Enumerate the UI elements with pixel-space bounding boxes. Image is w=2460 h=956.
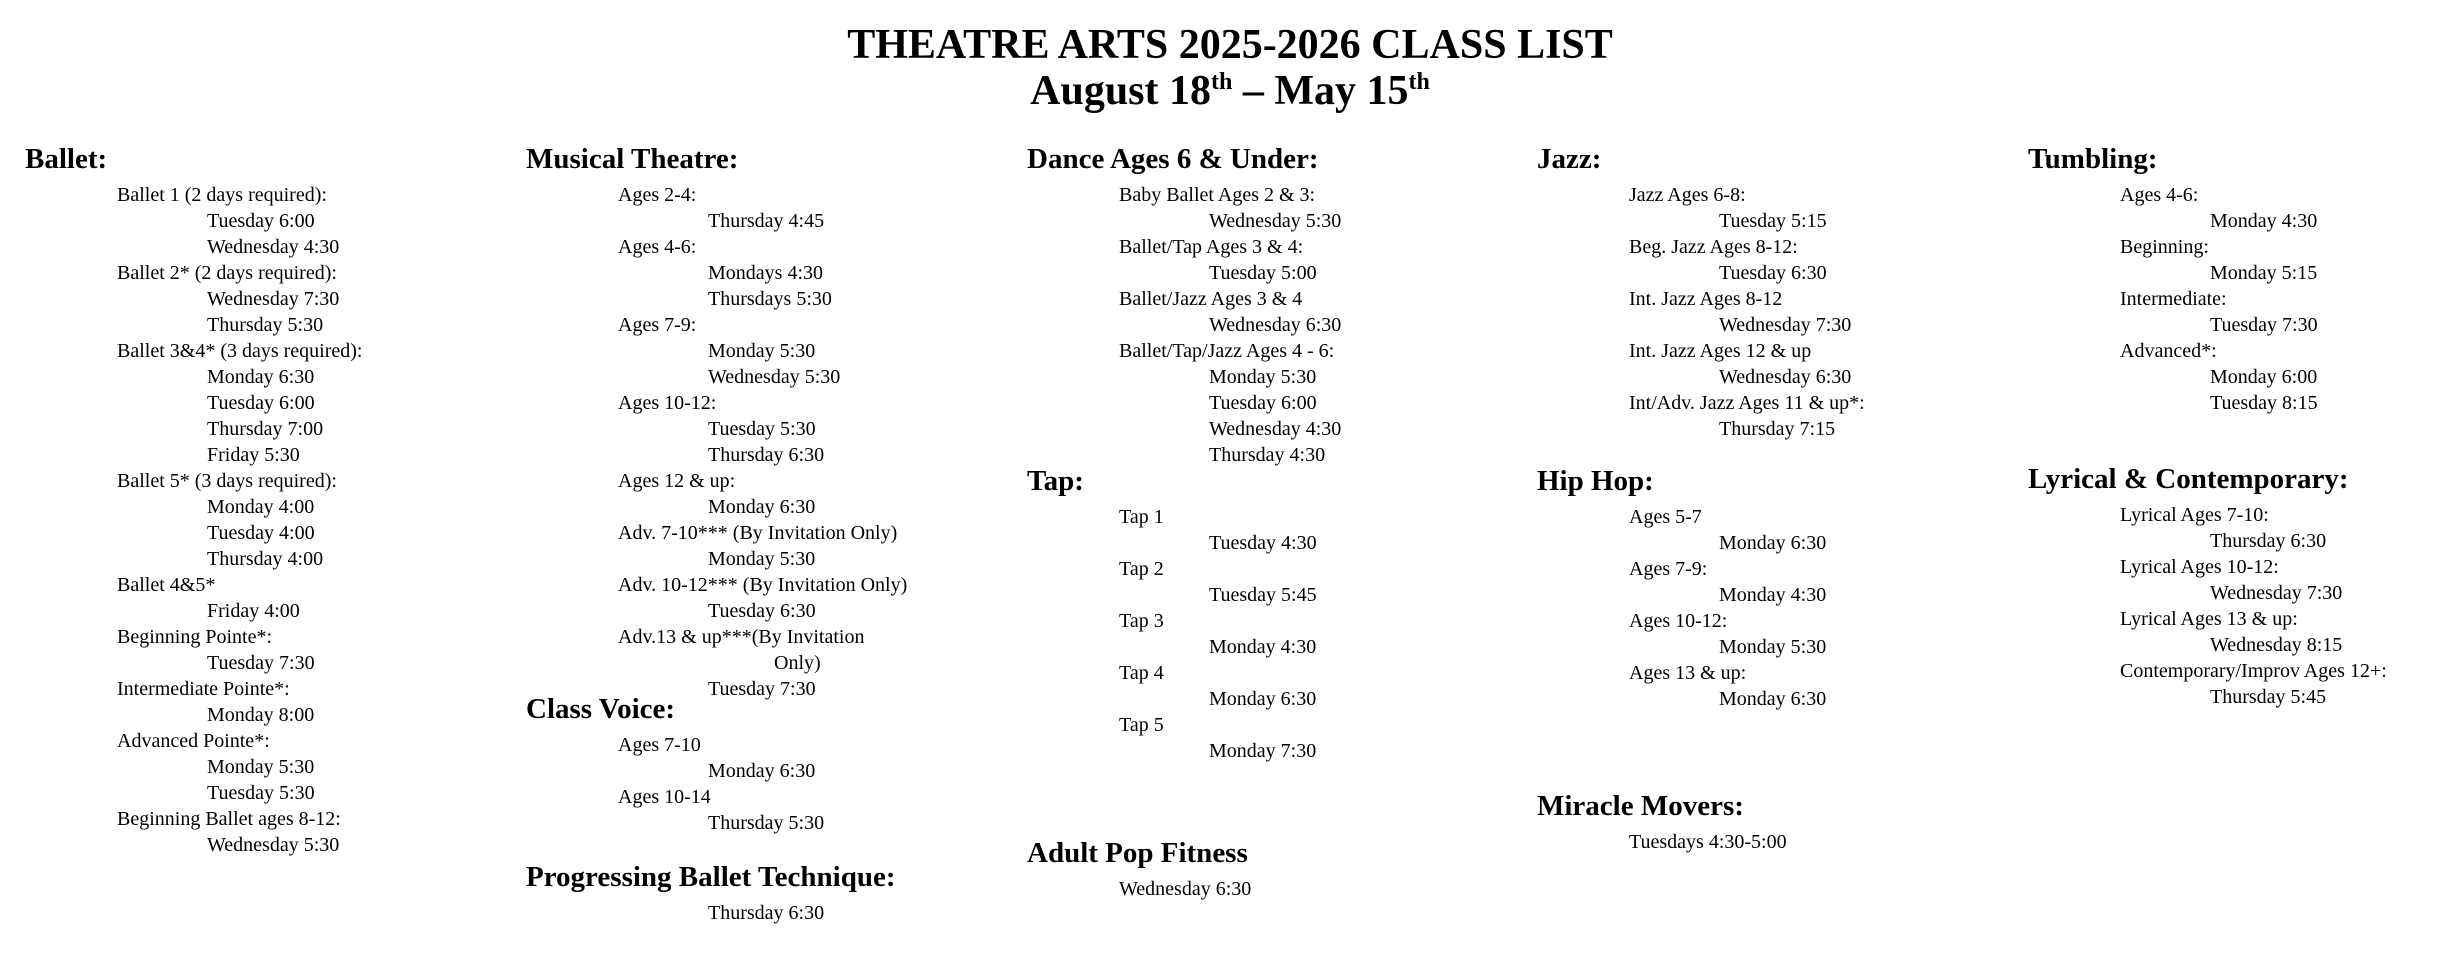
class-time: Tuesday 7:30 — [207, 652, 315, 674]
class-time: Thursday 5:30 — [207, 314, 324, 336]
class-time: Tuesday 7:30 — [2210, 314, 2318, 336]
class-time: Thursday 6:30 — [708, 902, 825, 924]
class-time: Tuesday 7:30 — [708, 678, 816, 700]
class-group-label: Ages 5-7 — [1629, 506, 1702, 528]
class-group-label: Lyrical Ages 10-12: — [2120, 556, 2279, 578]
class-group-label: Ages 4-6: — [2120, 184, 2199, 206]
class-group-label: Ages 4-6: — [618, 236, 697, 258]
section-class-voice — [526, 694, 1026, 836]
class-group-label: Ballet 2* (2 days required): — [117, 262, 337, 284]
class-time: Monday 6:30 — [1719, 532, 1827, 554]
section-heading-jazz: Jazz: — [1537, 143, 1602, 175]
class-group-label: Advanced Pointe*: — [117, 730, 270, 752]
class-group-label: Beg. Jazz Ages 8-12: — [1629, 236, 1798, 258]
class-time: Tuesday 6:00 — [1209, 392, 1317, 414]
section-heading-tap: Tap: — [1027, 465, 1084, 497]
class-group-label: Ages 7-10 — [618, 734, 701, 756]
class-time: Monday 6:30 — [207, 366, 315, 388]
class-group-label: Contemporary/Improv Ages 12+: — [2120, 660, 2387, 682]
class-group-label: Ballet 1 (2 days required): — [117, 184, 327, 206]
class-time: Wednesday 8:15 — [2210, 634, 2343, 656]
class-time: Monday 5:15 — [2210, 262, 2318, 284]
class-time: Monday 5:30 — [708, 548, 816, 570]
class-time: Monday 6:30 — [1209, 688, 1317, 710]
section-dance-ages-6-and-under — [1027, 144, 1532, 468]
class-time: Tuesday 6:00 — [207, 392, 315, 414]
class-time: Thursday 5:45 — [2210, 686, 2327, 708]
class-time: Tuesday 5:30 — [207, 782, 315, 804]
column-col-1 — [25, 0, 525, 956]
section-heading-dance-ages-6-and-under: Dance Ages 6 & Under: — [1027, 143, 1319, 175]
class-time: Tuesday 5:15 — [1719, 210, 1827, 232]
class-time: Thursday 7:15 — [1719, 418, 1836, 440]
class-time: Tuesday 4:30 — [1209, 532, 1317, 554]
class-group-label: Ballet 3&4* (3 days required): — [117, 340, 363, 362]
class-group-label: Tap 4 — [1119, 662, 1164, 684]
class-group-label: Ages 10-12: — [1629, 610, 1728, 632]
class-time: Monday 6:30 — [708, 496, 816, 518]
class-time: Monday 4:30 — [2210, 210, 2318, 232]
date-range-end-ordinal: th — [1408, 69, 1430, 95]
column-col-3 — [1027, 0, 1532, 956]
class-time: Tuesday 6:30 — [708, 600, 816, 622]
section-ballet — [25, 144, 525, 858]
class-group-label: Adv. 7-10*** (By Invitation Only) — [618, 522, 898, 544]
class-time: Thursday 7:00 — [207, 418, 324, 440]
section-heading-miracle-movers: Miracle Movers: — [1537, 790, 1744, 822]
class-time: Wednesday 4:30 — [207, 236, 340, 258]
section-adult-pop-fitness — [1027, 838, 1532, 902]
class-group-label: Ages 7-9: — [1629, 558, 1708, 580]
class-group-label: Lyrical Ages 13 & up: — [2120, 608, 2298, 630]
class-group-label: Ballet 5* (3 days required): — [117, 470, 337, 492]
column-col-4 — [1537, 0, 2027, 956]
class-group-label: Advanced*: — [2120, 340, 2217, 362]
class-time: Tuesday 5:45 — [1209, 584, 1317, 606]
class-time: Monday 5:30 — [207, 756, 315, 778]
section-lyrical-and-contemporary — [2028, 464, 2460, 710]
class-time: Friday 5:30 — [207, 444, 300, 466]
class-time: Monday 5:30 — [1209, 366, 1317, 388]
class-group-label: Only) — [774, 652, 821, 674]
class-time: Thursday 4:00 — [207, 548, 324, 570]
class-group-label: Beginning: — [2120, 236, 2209, 258]
class-group-label: Int. Jazz Ages 12 & up — [1629, 340, 1812, 362]
class-time: Thursday 6:30 — [708, 444, 825, 466]
section-heading-class-voice: Class Voice: — [526, 693, 676, 725]
class-group-label: Jazz Ages 6-8: — [1629, 184, 1746, 206]
date-range-end: – May 15 — [1232, 68, 1409, 114]
section-heading-hip-hop: Hip Hop: — [1537, 465, 1654, 497]
class-time: Wednesday 7:30 — [1719, 314, 1852, 336]
date-range-start-ordinal: th — [1211, 69, 1233, 95]
class-time: Monday 6:30 — [708, 760, 816, 782]
class-time: Monday 5:30 — [708, 340, 816, 362]
column-col-5 — [2028, 0, 2460, 956]
class-group-label: Ballet/Tap/Jazz Ages 4 - 6: — [1119, 340, 1335, 362]
class-group-label: Intermediate: — [2120, 288, 2227, 310]
class-group-label: Adv. 10-12*** (By Invitation Only) — [618, 574, 908, 596]
class-time: Wednesday 6:30 — [1719, 366, 1852, 388]
class-time: Wednesday 7:30 — [207, 288, 340, 310]
class-time: Thursday 4:45 — [708, 210, 825, 232]
section-tumbling — [2028, 144, 2460, 416]
section-musical-theatre — [526, 144, 1026, 702]
class-group-label: Baby Ballet Ages 2 & 3: — [1119, 184, 1316, 206]
class-group-label: Intermediate Pointe*: — [117, 678, 290, 700]
class-time: Wednesday 7:30 — [2210, 582, 2343, 604]
class-group-label: Ages 10-12: — [618, 392, 717, 414]
class-time: Tuesday 6:00 — [207, 210, 315, 232]
class-group-label: Int. Jazz Ages 8-12 — [1629, 288, 1783, 310]
class-time: Monday 7:30 — [1209, 740, 1317, 762]
section-heading-lyrical-and-contemporary: Lyrical & Contemporary: — [2028, 463, 2349, 495]
class-time: Tuesday 5:00 — [1209, 262, 1317, 284]
class-time: Friday 4:00 — [207, 600, 300, 622]
class-group-label: Int/Adv. Jazz Ages 11 & up*: — [1629, 392, 1865, 414]
class-group-label: Tap 5 — [1119, 714, 1164, 736]
class-group-label: Ballet/Tap Ages 3 & 4: — [1119, 236, 1304, 258]
section-tap — [1027, 466, 1532, 764]
class-time: Tuesday 8:15 — [2210, 392, 2318, 414]
class-time: Thursday 5:30 — [708, 812, 825, 834]
section-jazz — [1537, 144, 2027, 442]
section-heading-ballet: Ballet: — [25, 143, 108, 175]
class-time: Mondays 4:30 — [708, 262, 823, 284]
section-miracle-movers — [1537, 791, 2027, 855]
class-time: Tuesday 6:30 — [1719, 262, 1827, 284]
class-time: Thursday 4:30 — [1209, 444, 1326, 466]
class-time: Monday 4:00 — [207, 496, 315, 518]
class-group-label: Beginning Ballet ages 8-12: — [117, 808, 341, 830]
class-group-label: Adv.13 & up***(By Invitation — [618, 626, 865, 648]
class-group-label: Ballet 4&5* — [117, 574, 216, 596]
section-heading-tumbling: Tumbling: — [2028, 143, 2158, 175]
class-time: Wednesday 5:30 — [207, 834, 340, 856]
class-time: Tuesday 5:30 — [708, 418, 816, 440]
class-time: Monday 4:30 — [1209, 636, 1317, 658]
class-time: Wednesday 4:30 — [1209, 418, 1342, 440]
class-group-label: Ages 13 & up: — [1629, 662, 1747, 684]
class-time: Monday 4:30 — [1719, 584, 1827, 606]
class-group-label: Lyrical Ages 7-10: — [2120, 504, 2269, 526]
class-time: Thursdays 5:30 — [708, 288, 832, 310]
class-time: Wednesday 5:30 — [1209, 210, 1342, 232]
class-group-label: Ballet/Jazz Ages 3 & 4 — [1119, 288, 1303, 310]
section-hip-hop — [1537, 466, 2027, 712]
class-group-label: Tap 3 — [1119, 610, 1164, 632]
class-group-label: Ages 2-4: — [618, 184, 697, 206]
section-heading-musical-theatre: Musical Theatre: — [526, 143, 739, 175]
class-group-label: Ages 12 & up: — [618, 470, 736, 492]
page-title: THEATRE ARTS 2025-2026 CLASS LIST — [847, 22, 1613, 68]
class-time: Thursday 6:30 — [2210, 530, 2327, 552]
class-time: Monday 6:00 — [2210, 366, 2318, 388]
class-time: Wednesday 6:30 — [1209, 314, 1342, 336]
class-time: Wednesday 5:30 — [708, 366, 841, 388]
class-time: Tuesdays 4:30-5:00 — [1629, 831, 1787, 853]
class-time: Monday 5:30 — [1719, 636, 1827, 658]
section-heading-adult-pop-fitness: Adult Pop Fitness — [1027, 837, 1248, 869]
class-time: Monday 8:00 — [207, 704, 315, 726]
class-group-label: Beginning Pointe*: — [117, 626, 272, 648]
class-time: Tuesday 4:00 — [207, 522, 315, 544]
section-progressing-ballet-technique — [526, 862, 1026, 926]
class-group-label: Ages 10-14 — [618, 786, 711, 808]
class-group-label: Tap 2 — [1119, 558, 1164, 580]
section-heading-progressing-ballet-technique: Progressing Ballet Technique: — [526, 861, 896, 893]
column-col-2 — [526, 0, 1026, 956]
class-group-label: Ages 7-9: — [618, 314, 697, 336]
class-time: Monday 6:30 — [1719, 688, 1827, 710]
class-group-label: Tap 1 — [1119, 506, 1164, 528]
class-time: Wednesday 6:30 — [1119, 878, 1252, 900]
date-range-start: August 18 — [1030, 68, 1212, 114]
